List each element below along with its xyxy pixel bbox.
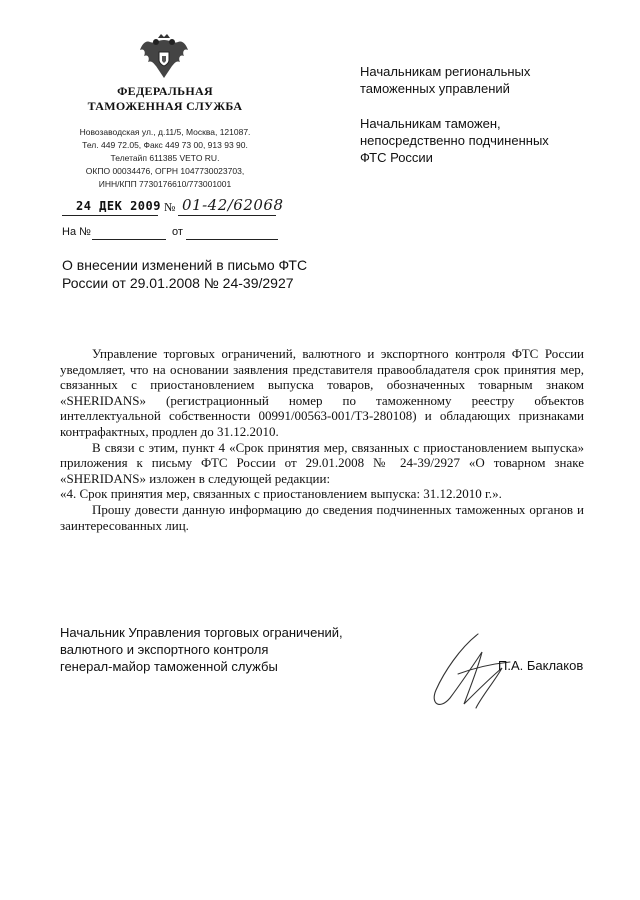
recipient-line: Начальникам таможен, [360,116,501,131]
org-name-line-1: ФЕДЕРАЛЬНАЯ [117,84,213,98]
body-paragraph-3: «4. Срок принятия мер, связанных с приостановлением выпуска: 31.12.2010 г.». [60,486,502,502]
signatory-title-line-3: генерал-майор таможенной службы [60,659,278,674]
signatory-name: П.А. Баклаков [498,658,584,673]
ref-number-line [92,239,166,240]
body-paragraph-2: В связи с этим, пункт 4 «Срок принятия мер, связанных с приостановлением выпуска» приложения к письму ФТС России от 29.01.2008 № 24-39/2927 «О товарном знаке «SHERIDANS» изложен в следующей редакции: [60,439,584,486]
recipient-line: непосредственно подчиненных [360,133,549,148]
signatory-title-line-1: Начальник Управления торговых ограничений, [60,625,343,640]
recipient-line: таможенных управлений [360,81,510,96]
number-label: № [164,200,176,214]
subject-line-2: России от 29.01.2008 № 24-39/2927 [62,275,294,291]
body-paragraph-1: Управление торговых ограничений, валютного и экспортного контроля ФТС России уведомляет, что на основании заявления представителя правообладателя срок принятия мер, связанных с приостановлением выпуска товаров, обозначенных товарным знаком «SHERIDANS» (регистрационный номер по таможенному реестру объектов интеллектуальной собственности 00991/00563-001/ТЗ-280108) и обладающих признаками контрафактных, продлен до 31.12.2010. [60,346,584,439]
address-line: ИНН/КПП 7730176610/773001001 [98,179,232,189]
number-underline [178,215,276,216]
recipient-line: ФТС России [360,150,433,165]
address-line: Новозаводская ул., д.11/5, Москва, 121087. [79,127,251,137]
letter-number: 01-42/62068 [182,196,284,214]
body-paragraph-4: Прошу довести данную информацию до сведения подчиненных таможенных органов и заинтересованных лиц. [60,501,584,533]
address-line: Тел. 449 72.05, Факс 449 73 00, 913 93 90. [82,140,248,150]
ref-date-line [186,239,278,240]
date-underline [62,215,158,216]
letter-date: 24 ДЕК 2009 [76,199,161,213]
coat-of-arms-icon [136,32,192,82]
from-label: от [172,226,183,238]
ref-label: На № [62,226,91,238]
handwritten-signature-icon [420,628,530,718]
recipient-line: Начальникам региональных [360,64,531,79]
subject-line-1: О внесении изменений в письмо ФТС [62,257,308,273]
signatory-title-line-2: валютного и экспортного контроля [60,642,269,657]
letter-body [60,346,584,533]
address-line: ОКПО 00034476, ОГРН 1047730023703, [85,166,245,176]
org-name-line-2: ТАМОЖЕННАЯ СЛУЖБА [87,99,243,113]
address-line: Телетайп 611385 VETO RU. [110,153,220,163]
